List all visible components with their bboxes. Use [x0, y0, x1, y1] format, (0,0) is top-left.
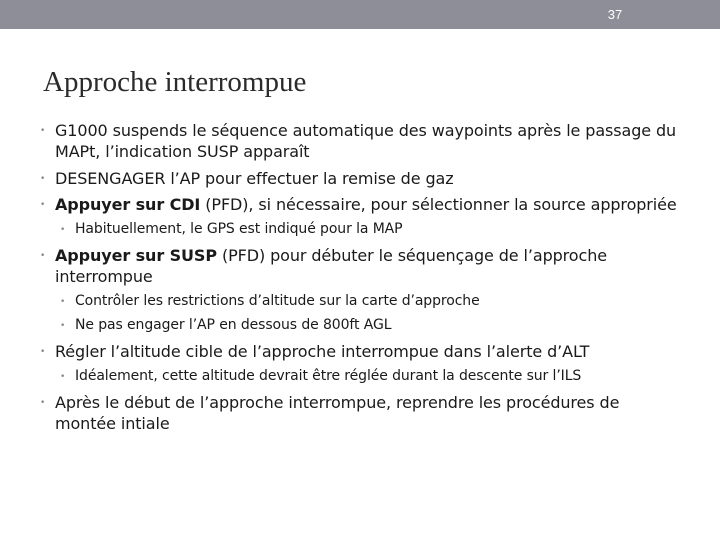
sub-bullet-text: Contrôler les restrictions d’altitude sur la carte d’approche [75, 293, 480, 309]
sub-bullet-text: Ne pas engager l’AP en dessous de 800ft AGL [75, 317, 392, 333]
bullet-item [40, 245, 685, 287]
bullet-text: (PFD), si nécessaire, pour sélectionner la source appropriée [200, 195, 677, 214]
bullet-icon: • [60, 321, 66, 331]
bullet-text: (PFD) pour débuter le séquençage de l’approche interrompue [55, 246, 607, 286]
bullet-item [40, 168, 685, 189]
bullet-icon: • [40, 398, 46, 408]
bullet-item [40, 341, 685, 362]
bullet-item [40, 392, 685, 434]
bullet-icon: • [40, 126, 46, 136]
bullet-bold-text: Appuyer sur SUSP [55, 246, 217, 265]
bullet-icon: • [60, 225, 66, 235]
sub-bullet-item [60, 366, 695, 386]
bullet-bold-text: Appuyer sur CDI [55, 195, 201, 214]
bullet-icon: • [40, 200, 46, 210]
bullet-item [40, 194, 685, 215]
bullet-text: G1000 suspends le séquence automatique des waypoints après le passage du MAPt, l’indication SUSP apparaît [55, 121, 677, 161]
sub-bullet-item [60, 219, 695, 239]
page-number: 37 [607, 7, 623, 22]
bullet-icon: • [40, 251, 46, 261]
bullet-icon: • [40, 347, 46, 357]
sub-bullet-text: Habituellement, le GPS est indiqué pour la MAP [75, 221, 403, 237]
bullet-text: DESENGAGER l’AP pour effectuer la remise de gaz [55, 169, 454, 188]
bullet-text: Après le début de l’approche interrompue, reprendre les procédures de montée intiale [55, 393, 620, 433]
sub-bullet-item [60, 291, 695, 311]
bullet-icon: • [40, 174, 46, 184]
bullet-icon: • [60, 297, 66, 307]
sub-bullet-text: Idéalement, cette altitude devrait être réglée durant la descente sur l’ILS [75, 368, 582, 384]
bullet-item [40, 120, 685, 162]
bullet-icon: • [60, 372, 66, 382]
bullet-text: Régler l’altitude cible de l’approche interrompue dans l’alerte d’ALT [55, 342, 590, 361]
sub-bullet-item [60, 315, 695, 335]
slide-title: Approche interrompue [43, 66, 307, 98]
